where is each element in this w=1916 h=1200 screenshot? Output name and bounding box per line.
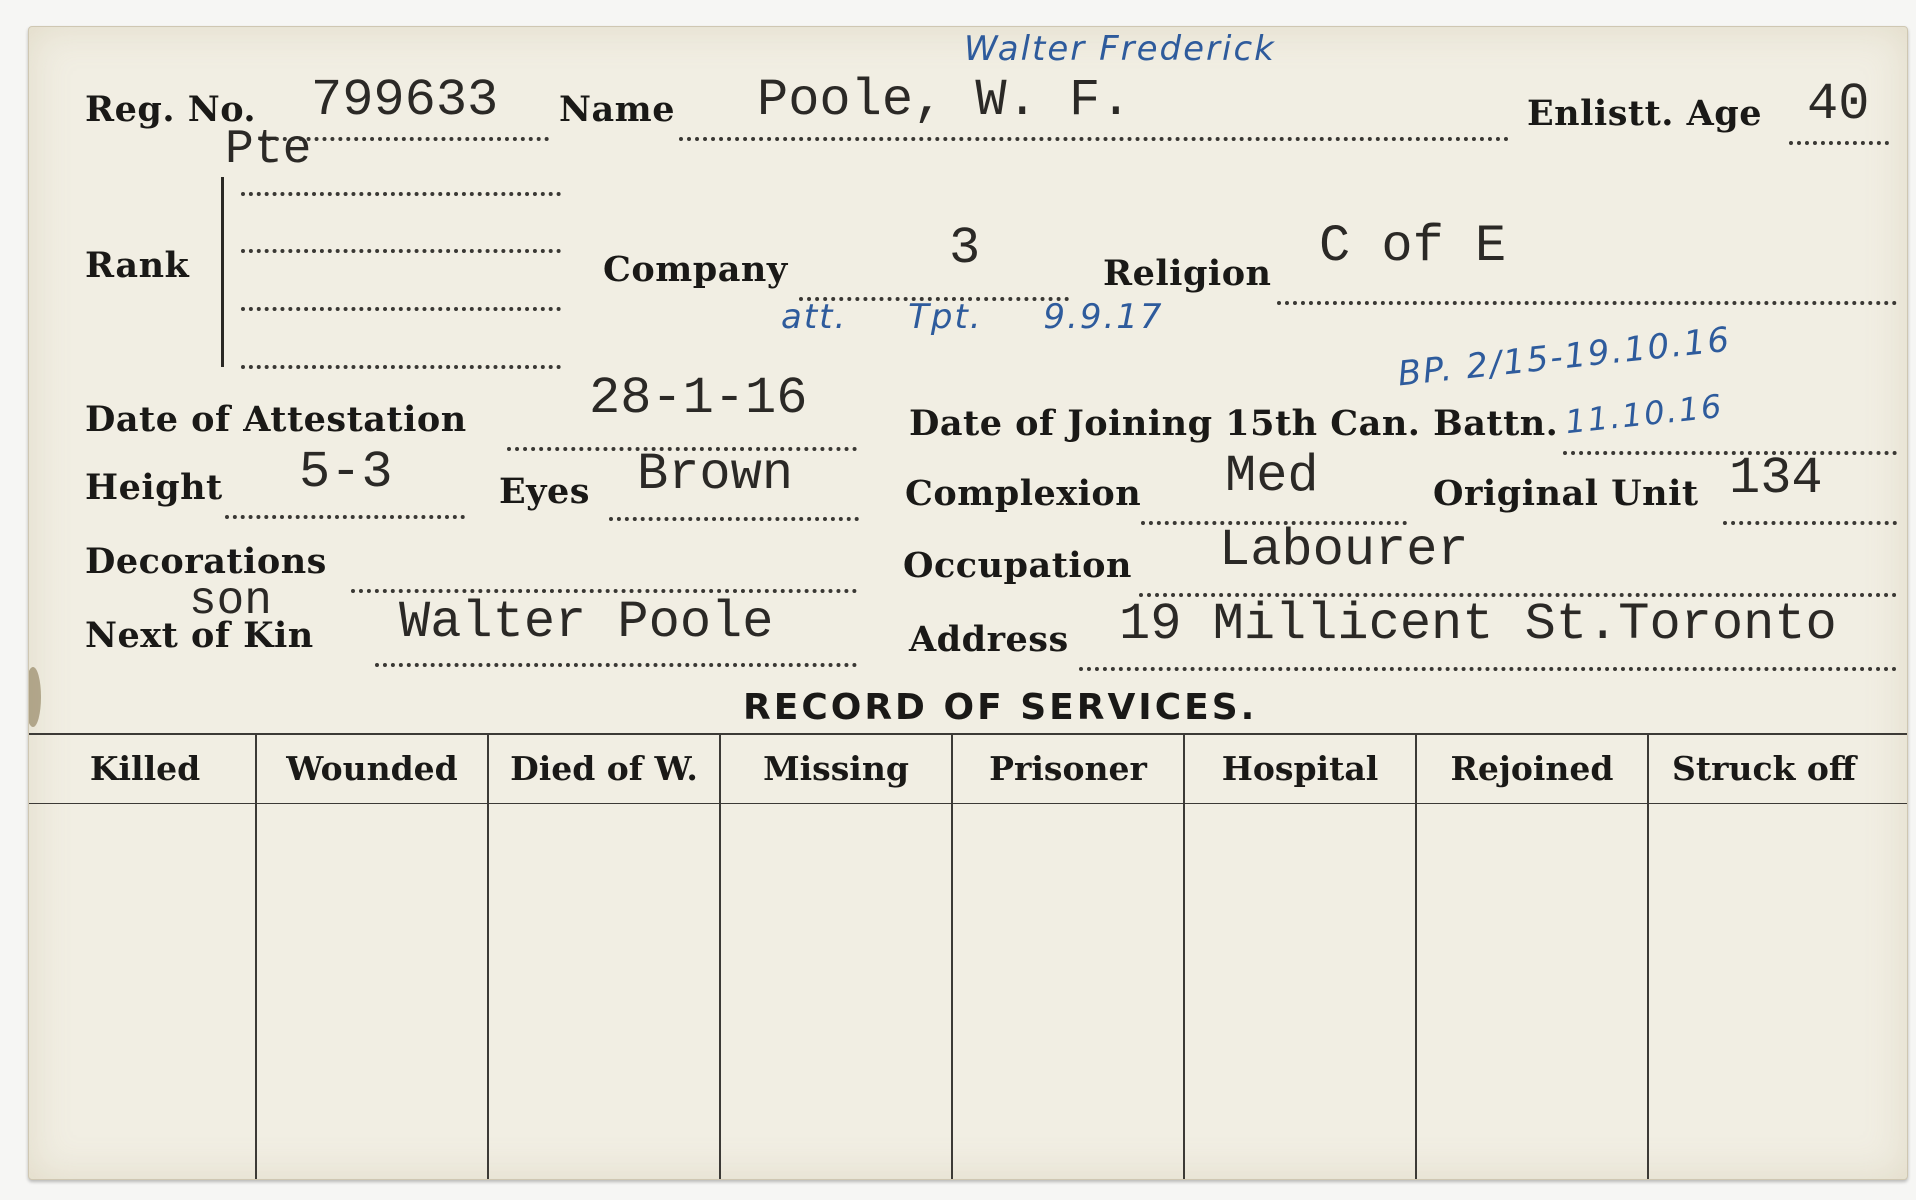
record-header-rule: [29, 803, 1907, 804]
company-annotation: att. Tpt. 9.9.17: [781, 297, 1164, 337]
height-line: [225, 515, 465, 519]
next-of-kin-line: [375, 663, 857, 667]
joining-annotation-2: 11.10.16: [1563, 386, 1726, 442]
column-header-died-of-wounds: Died of W.: [510, 749, 698, 788]
column-header-wounded: Wounded: [286, 749, 458, 788]
occupation-value: Labourer: [1219, 521, 1469, 580]
column-divider: [1183, 733, 1185, 1179]
column-header-struck-off: Struck off: [1672, 749, 1856, 788]
column-divider: [1415, 733, 1417, 1179]
record-top-rule: [29, 733, 1907, 735]
company-value: 3: [949, 219, 981, 278]
rank-line-1: [241, 192, 561, 196]
column-header-hospital: Hospital: [1221, 749, 1379, 788]
address-line: [1079, 667, 1897, 671]
service-record-card: [28, 26, 1908, 1180]
name-value: Poole, W. F.: [757, 71, 1132, 130]
occupation-label: Occupation: [903, 545, 1132, 586]
rank-line-3: [241, 307, 561, 311]
column-divider: [719, 733, 721, 1179]
eyes-line: [609, 517, 859, 521]
attestation-label: Date of Attestation: [85, 399, 467, 440]
joining-annotation-1: BP. 2/15-19.10.16: [1395, 319, 1733, 395]
column-header-killed: Killed: [89, 749, 201, 788]
age-value: 40: [1807, 75, 1870, 134]
column-divider: [951, 733, 953, 1179]
address-value: 19 Millicent St.Toronto: [1119, 595, 1837, 654]
original-unit-value: 134: [1729, 449, 1823, 508]
column-divider: [1647, 733, 1649, 1179]
attestation-value: 28-1-16: [589, 369, 808, 428]
eyes-label: Eyes: [499, 471, 590, 512]
rank-line-2: [241, 249, 561, 253]
rank-value: Pte: [225, 123, 312, 177]
height-value: 5-3: [299, 443, 393, 502]
religion-label: Religion: [1103, 253, 1272, 294]
company-label: Company: [603, 249, 788, 290]
paper-stain: [28, 667, 41, 727]
religion-value: C of E: [1319, 217, 1507, 276]
age-line: [1789, 141, 1889, 145]
address-label: Address: [909, 619, 1069, 660]
original-unit-label: Original Unit: [1433, 473, 1699, 514]
complexion-label: Complexion: [905, 473, 1142, 514]
joining-label: Date of Joining 15th Can. Battn.: [909, 403, 1559, 444]
reg-no-value: 799633: [311, 71, 499, 130]
rank-label: Rank: [85, 245, 190, 286]
column-divider: [255, 733, 257, 1179]
name-line: [679, 137, 1509, 141]
column-divider: [487, 733, 489, 1179]
original-unit-line: [1723, 521, 1897, 525]
height-label: Height: [85, 467, 223, 508]
rank-bracket: [221, 177, 238, 367]
age-label: Enlistt. Age: [1527, 93, 1763, 134]
column-header-rejoined: Rejoined: [1450, 749, 1614, 788]
column-header-prisoner: Prisoner: [989, 749, 1147, 788]
next-of-kin-value: Walter Poole: [399, 593, 774, 652]
column-header-missing: Missing: [763, 749, 909, 788]
record-title: RECORD OF SERVICES.: [743, 687, 1258, 728]
name-annotation: Walter Frederick: [964, 29, 1276, 69]
religion-line: [1277, 301, 1897, 305]
next-of-kin-relation: son: [189, 575, 272, 627]
reg-no-label: Reg. No.: [85, 89, 257, 130]
name-label: Name: [559, 89, 675, 130]
complexion-value: Med: [1225, 447, 1319, 506]
next-of-kin-label: Next of Kin: [85, 615, 314, 656]
eyes-value: Brown: [637, 445, 794, 504]
rank-line-4: [241, 365, 561, 369]
decorations-label: Decorations: [85, 541, 327, 582]
